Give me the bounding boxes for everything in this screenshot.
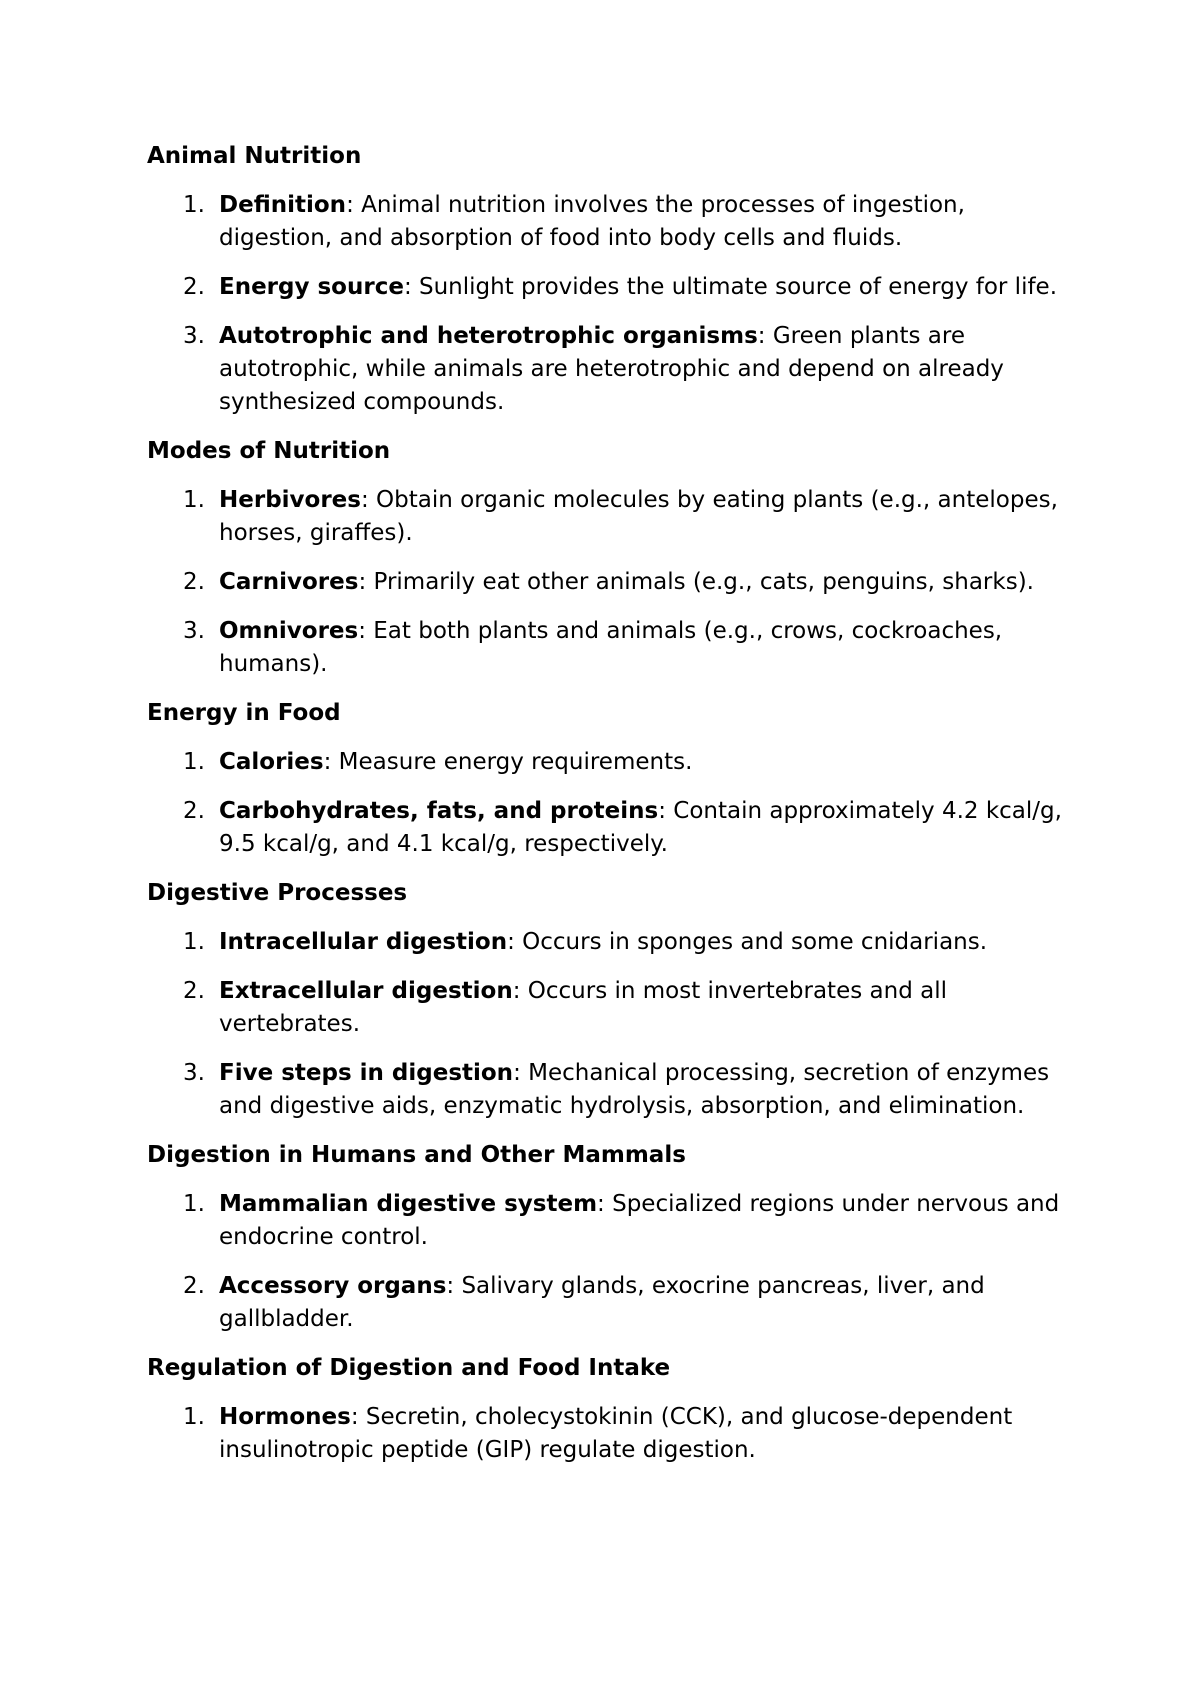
list-separator: : bbox=[507, 929, 523, 955]
numbered-list bbox=[147, 484, 1077, 681]
section-animal-nutrition bbox=[147, 140, 1077, 419]
list-separator: : bbox=[446, 1273, 462, 1299]
list-separator: : bbox=[512, 978, 528, 1004]
list-number: 2. bbox=[183, 1273, 205, 1299]
section-regulation-of-digestion bbox=[147, 1352, 1077, 1467]
section-modes-of-nutrition bbox=[147, 435, 1077, 681]
section-heading: Energy in Food bbox=[147, 700, 341, 726]
list-separator: : bbox=[360, 487, 377, 513]
section-heading: Animal Nutrition bbox=[147, 143, 362, 169]
list-item bbox=[147, 189, 1077, 255]
document-page bbox=[147, 140, 1077, 1483]
list-term: Omnivores bbox=[219, 618, 359, 644]
list-item bbox=[147, 1401, 1077, 1467]
section-digestion-in-mammals bbox=[147, 1139, 1077, 1336]
list-item bbox=[147, 746, 1077, 779]
list-number: 1. bbox=[183, 929, 205, 955]
list-item bbox=[147, 615, 1077, 681]
list-text: Obtain organic molecules by eating plants (e.g., antelopes, horses, giraffes). bbox=[219, 487, 1058, 546]
list-separator: : bbox=[757, 323, 773, 349]
list-number: 3. bbox=[183, 323, 205, 349]
list-number: 2. bbox=[183, 274, 205, 300]
numbered-list bbox=[147, 189, 1077, 419]
list-separator: : bbox=[403, 274, 419, 300]
list-item bbox=[147, 1057, 1077, 1123]
list-term: Calories bbox=[219, 749, 324, 775]
list-term: Hormones bbox=[219, 1404, 351, 1430]
list-text: Specialized regions under nervous and endocrine control. bbox=[219, 1191, 1060, 1250]
list-item bbox=[147, 271, 1077, 304]
numbered-list bbox=[147, 1401, 1077, 1467]
list-number: 3. bbox=[183, 1060, 205, 1086]
list-item bbox=[147, 795, 1077, 861]
list-term: Autotrophic and heterotrophic organisms bbox=[219, 323, 758, 349]
list-item bbox=[147, 975, 1077, 1041]
list-number: 2. bbox=[183, 978, 205, 1004]
list-separator: : bbox=[358, 618, 374, 644]
list-separator: : bbox=[658, 798, 674, 824]
list-separator: : bbox=[597, 1191, 613, 1217]
list-text: Sunlight provides the ultimate source of energy for life. bbox=[419, 274, 1058, 300]
list-number: 3. bbox=[183, 618, 205, 644]
list-item bbox=[147, 926, 1077, 959]
list-term: Carbohydrates, fats, and proteins bbox=[219, 798, 659, 824]
list-separator: : bbox=[346, 192, 362, 218]
list-term: Five steps in digestion bbox=[219, 1060, 514, 1086]
section-heading: Digestion in Humans and Other Mammals bbox=[147, 1142, 686, 1168]
numbered-list bbox=[147, 1188, 1077, 1336]
list-text: Primarily eat other animals (e.g., cats, penguins, sharks). bbox=[373, 569, 1034, 595]
list-number: 1. bbox=[183, 1404, 205, 1430]
list-text: Contain approximately 4.2 kcal/g, 9.5 kcal/g, and 4.1 kcal/g, respectively. bbox=[219, 798, 1062, 857]
numbered-list bbox=[147, 746, 1077, 861]
list-number: 2. bbox=[183, 569, 205, 595]
list-separator: : bbox=[513, 1060, 529, 1086]
section-heading: Modes of Nutrition bbox=[147, 438, 391, 464]
list-number: 2. bbox=[183, 798, 205, 824]
list-number: 1. bbox=[183, 749, 205, 775]
section-heading: Regulation of Digestion and Food Intake bbox=[147, 1355, 671, 1381]
list-text: Green plants are autotrophic, while animals are heterotrophic and depend on already synthesized compounds. bbox=[219, 323, 1004, 415]
list-item bbox=[147, 566, 1077, 599]
list-item bbox=[147, 1270, 1077, 1336]
list-term: Mammalian digestive system bbox=[219, 1191, 598, 1217]
list-text: Measure energy requirements. bbox=[338, 749, 693, 775]
list-term: Definition bbox=[219, 192, 347, 218]
numbered-list bbox=[147, 926, 1077, 1123]
list-text: Occurs in sponges and some cnidarians. bbox=[522, 929, 988, 955]
list-term: Herbivores bbox=[219, 487, 361, 513]
section-energy-in-food bbox=[147, 697, 1077, 861]
list-separator: : bbox=[323, 749, 339, 775]
list-text: Occurs in most invertebrates and all vertebrates. bbox=[219, 978, 947, 1037]
list-separator: : bbox=[350, 1404, 366, 1430]
list-term: Carnivores bbox=[219, 569, 359, 595]
list-text: Secretin, cholecystokinin (CCK), and glucose-dependent insulinotropic peptide (GIP) regulate digestion. bbox=[219, 1404, 1013, 1463]
list-term: Accessory organs bbox=[219, 1273, 447, 1299]
list-item bbox=[147, 320, 1077, 419]
list-term: Extracellular digestion bbox=[219, 978, 513, 1004]
list-text: Animal nutrition involves the processes of ingestion, digestion, and absorption of food into body cells and fluids. bbox=[219, 192, 965, 251]
section-heading: Digestive Processes bbox=[147, 880, 408, 906]
list-number: 1. bbox=[183, 192, 205, 218]
list-text: Eat both plants and animals (e.g., crows, cockroaches, humans). bbox=[219, 618, 1003, 677]
list-item bbox=[147, 484, 1077, 550]
list-term: Intracellular digestion bbox=[219, 929, 508, 955]
list-text: Mechanical processing, secretion of enzymes and digestive aids, enzymatic hydrolysis, absorption, and elimination. bbox=[219, 1060, 1050, 1119]
list-number: 1. bbox=[183, 487, 205, 513]
section-digestive-processes bbox=[147, 877, 1077, 1123]
list-number: 1. bbox=[183, 1191, 205, 1217]
list-item bbox=[147, 1188, 1077, 1254]
list-text: Salivary glands, exocrine pancreas, liver, and gallbladder. bbox=[219, 1273, 985, 1332]
list-term: Energy source bbox=[219, 274, 404, 300]
list-separator: : bbox=[358, 569, 374, 595]
